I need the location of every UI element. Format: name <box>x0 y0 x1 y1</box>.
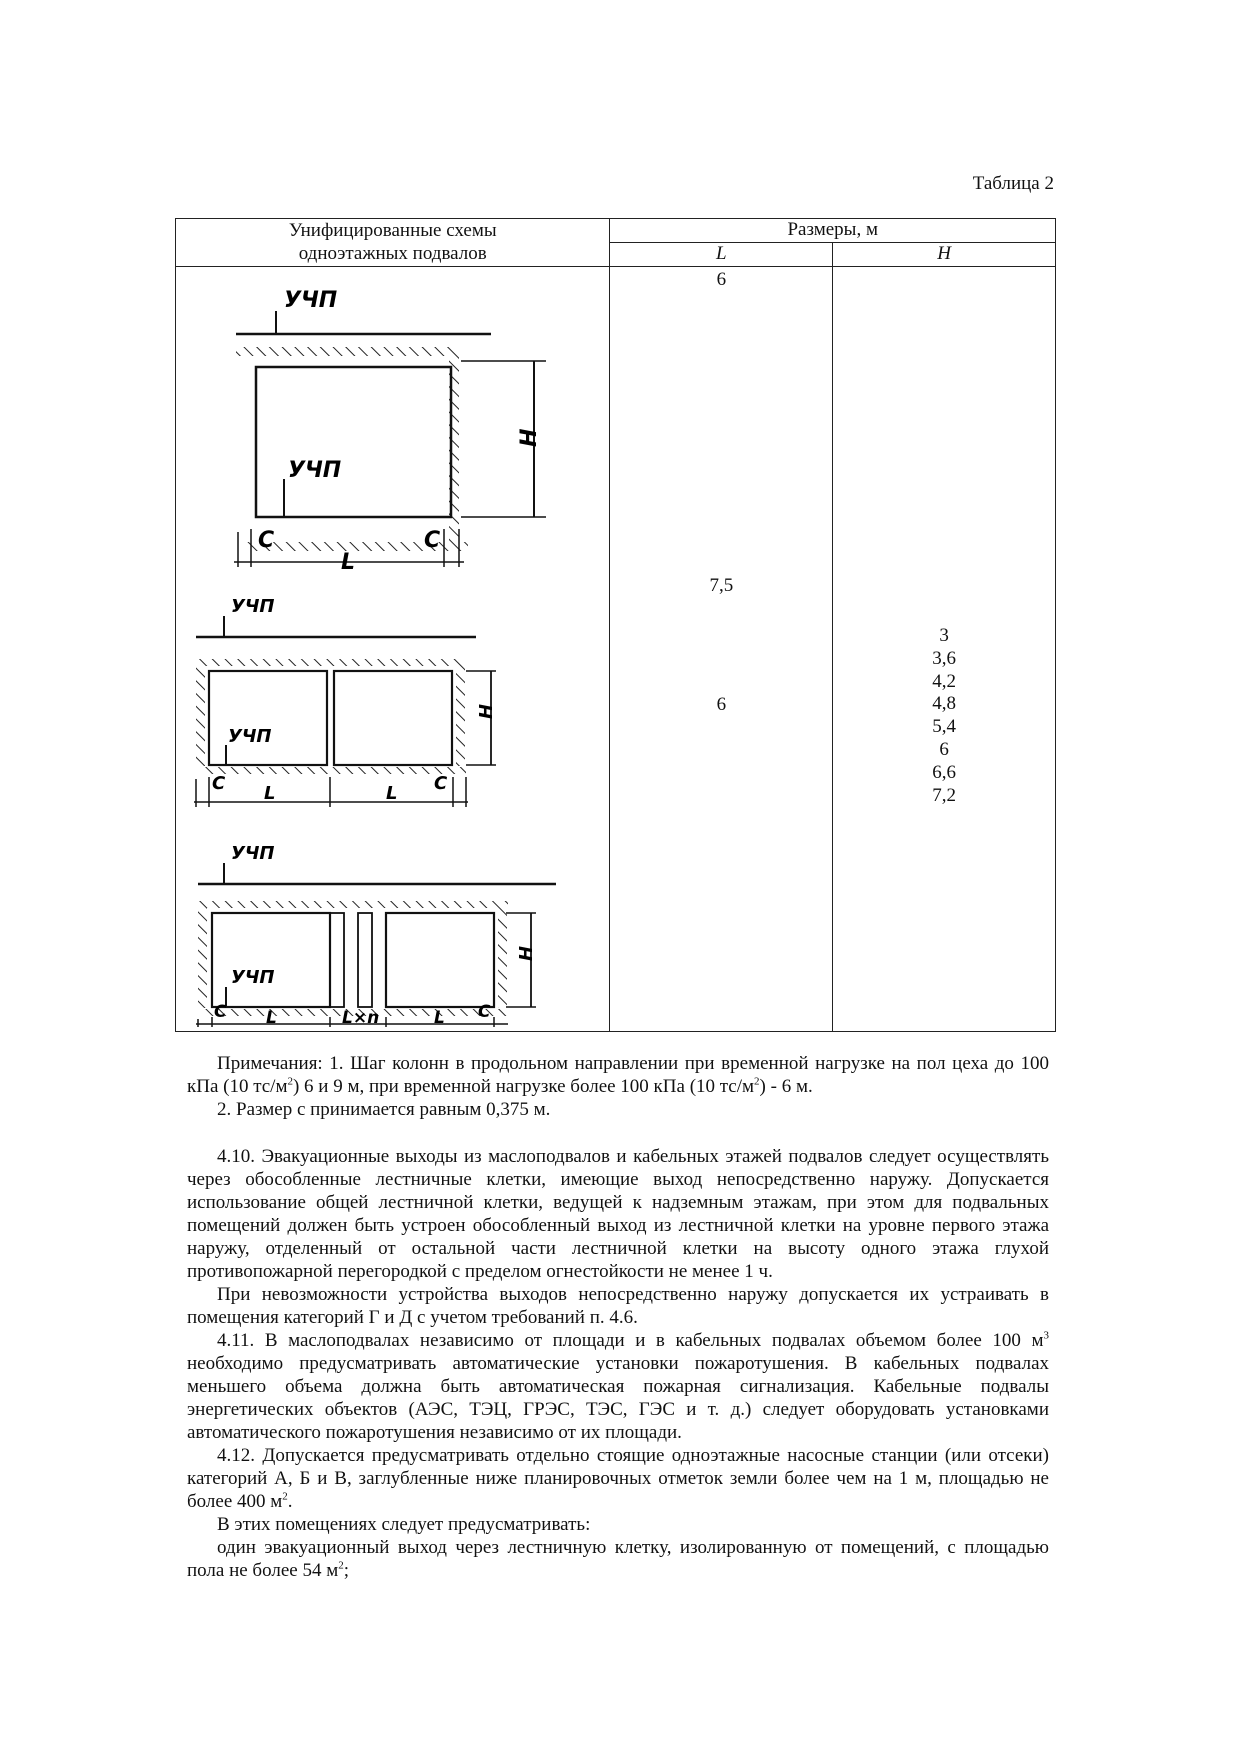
level-mark-label: УЧП <box>231 596 275 617</box>
level-mark-label: УЧП <box>228 726 272 747</box>
h-value: 6 <box>939 738 949 760</box>
span-label: L <box>434 1008 445 1028</box>
h-value: 4,8 <box>932 693 956 715</box>
h-value: 4,2 <box>932 670 956 692</box>
level-mark-label: УЧП <box>284 288 338 313</box>
header-scheme <box>176 219 610 267</box>
l-value: 7,5 <box>709 575 734 596</box>
scheme-double-span <box>194 596 497 807</box>
level-mark-label: УЧП <box>231 843 275 864</box>
note-2: 2. Размер с принимается равным 0,375 м. <box>217 1099 551 1120</box>
height-label: H <box>476 703 497 719</box>
table-caption: Таблица 2 <box>972 173 1054 194</box>
offset-label: C <box>478 1002 491 1022</box>
h-value: 7,2 <box>932 784 956 806</box>
offset-label: C <box>424 528 441 553</box>
paragraph-4-12-intro: В этих помещениях следует предусматривать: <box>217 1514 591 1535</box>
basement-schemes-drawing <box>176 267 609 1031</box>
paragraph-4-12-item: один эвакуационный выход через лестничную клетку, изолированную от помещений, с площадью пола не более 54 $м^2$; <box>187 1537 1049 1581</box>
header-sizes: Размеры, м <box>610 219 1056 243</box>
h-values-cell <box>833 267 1056 1032</box>
header-scheme-line1: Унифицированные схемы <box>288 220 497 241</box>
schemes-cell <box>176 267 610 1032</box>
schemes-table <box>175 218 1056 1032</box>
body-text <box>187 1145 1049 1582</box>
l-values-cell <box>610 267 833 1032</box>
paragraph-4-12: 4.12. Допускается предусматривать отдельно стоящие одноэтажные насосные станции (или отсеки) категорий А, Б и В, заглубленные ниже планировочных отметок земли более чем на 1 м, площадью не более 400 $м^2$. <box>187 1445 1049 1512</box>
h-value: 5,4 <box>932 716 956 738</box>
level-mark-label: УЧП <box>231 967 275 988</box>
scheme-single-span <box>234 288 546 575</box>
l-value: 6 <box>716 694 727 715</box>
height-label: H <box>516 945 537 961</box>
scheme-multi-span <box>196 843 556 1028</box>
height-label: H <box>517 428 542 447</box>
h-value: 3 <box>939 625 949 646</box>
offset-label: C <box>212 773 226 794</box>
span-label: L <box>341 550 356 575</box>
span-multiple-label: L×n <box>342 1008 380 1028</box>
span-label: L <box>386 783 398 804</box>
paragraph-4-10: 4.10. Эвакуационные выходы из маслоподвалов и кабельных этажей подвалов следует осуществлять через обособленные лестничные клетки, имеющие выход непосредственно наружу. Допускается использование общей лестничной клетки, ведущей к надземным этажам, при этом для подвальных помещений должен быть устроен обособленный выход из лестничной клетки на уровне первого этажа наружу, отделенный от остальной части лестничной клетки на высоту одного этажа глухой противопожарной перегородкой с пределом огнестойкости не менее 1 ч. <box>187 1146 1049 1282</box>
table-notes <box>187 1052 1049 1121</box>
note-1: Примечания: 1. Шаг колонн в продольном направлении при временной нагрузке на пол цеха до 100 кПа (10 $тс/м^2$) 6 и 9 м, при временной нагрузке более 100 кПа (10 $тс/м^2) - 6$ м. <box>187 1053 1049 1097</box>
span-label: L <box>264 783 276 804</box>
offset-label: C <box>258 528 275 553</box>
span-label: L <box>266 1008 277 1028</box>
offset-label: C <box>214 1002 227 1022</box>
l-value: 6 <box>716 269 727 290</box>
header-col-l: L <box>610 243 833 267</box>
offset-label: C <box>434 773 448 794</box>
level-mark-label: УЧП <box>288 458 342 483</box>
h-value: 6,6 <box>932 761 956 783</box>
paragraph-4-11: 4.11. В маслоподвалах независимо от площади и в кабельных подвалах объемом более 100 $м^3$ необходимо предусматривать автоматические установки пожаротушения. В кабельных подвалах меньшего объема должна быть автоматическая пожарная сигнализация. Кабельные подвалы энергетических объектов (АЭС, ТЭЦ, ГРЭС, ТЭС, ГЭС и т. д.) следует оборудовать установками автоматического пожаротушения независимо от их площади. <box>187 1329 1049 1443</box>
paragraph-4-10-continuation: При невозможности устройства выходов непосредственно наружу допускается их устраивать в помещения категорий Г и Д с учетом требований п. 4.6. <box>187 1284 1049 1328</box>
h-values-list <box>833 625 1055 807</box>
header-col-h: H <box>833 243 1056 267</box>
header-scheme-line2: одноэтажных подвалов <box>298 243 487 264</box>
h-value: 3,6 <box>932 647 956 669</box>
